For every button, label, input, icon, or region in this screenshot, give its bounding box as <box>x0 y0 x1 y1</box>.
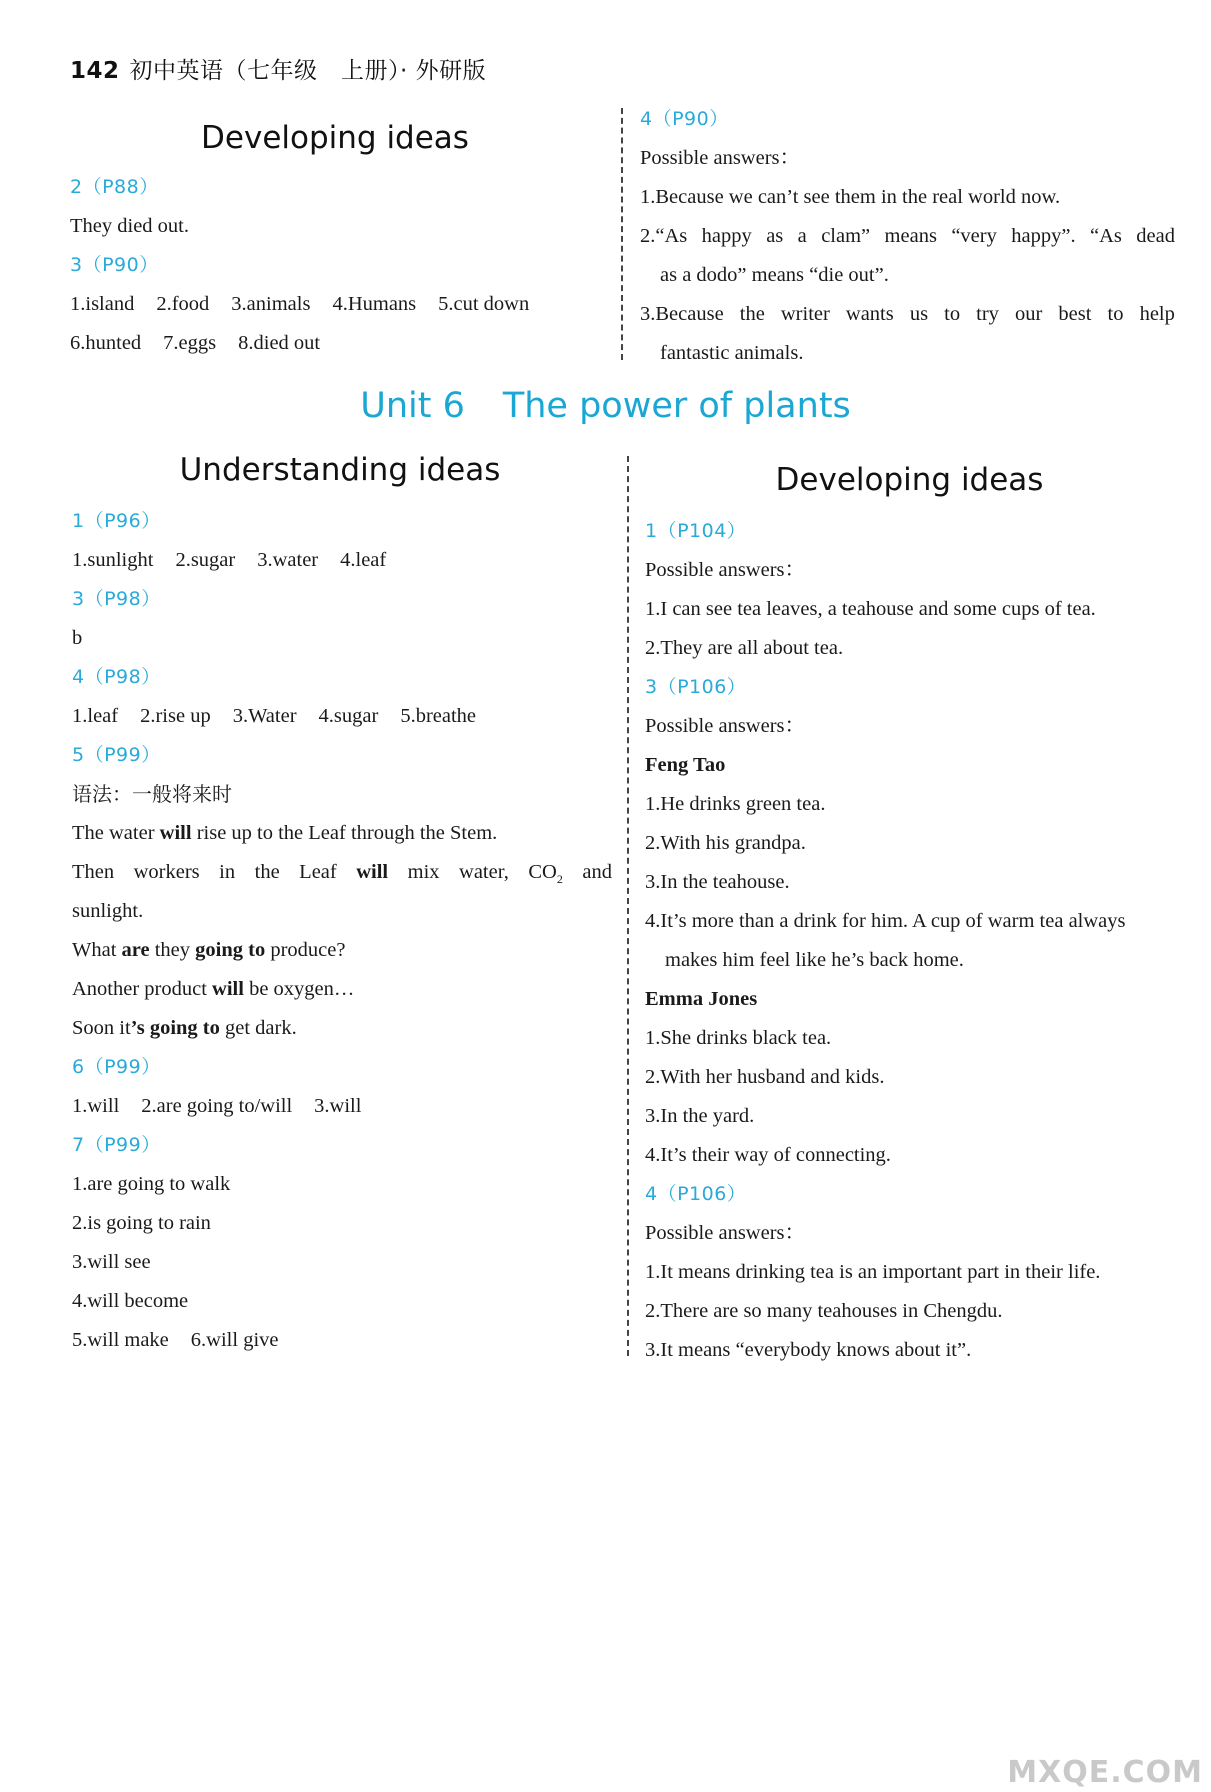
answer-line: 1.I can see tea leaves, a teahouse and some cups of tea. <box>645 598 1096 620</box>
answer-line: 5.will make 6.will give <box>72 1329 279 1351</box>
answer-line: 2.With her husband and kids. <box>645 1066 885 1088</box>
question-number: 1（P96） <box>72 510 161 532</box>
answer-line: 1.sunlight 2.sugar 3.water 4.leaf <box>72 549 387 571</box>
answer-line: 3.In the teahouse. <box>645 871 790 893</box>
section-title-developing-ideas: Developing ideas <box>775 462 1044 498</box>
answers-intro: Possible answers： <box>645 559 806 581</box>
right-answers <box>645 512 1180 1370</box>
section-title-understanding-ideas: Understanding ideas <box>179 452 501 488</box>
answer-line: The water will rise up to the Leaf through the Stem. <box>72 822 498 844</box>
watermark: MXQE.COM <box>1007 1755 1203 1790</box>
answer-line: 1.leaf 2.rise up 3.Water 4.sugar 5.breathe <box>72 705 477 727</box>
answer-line: makes him feel like he’s back home. <box>665 949 964 971</box>
answer-line: 1.island 2.food 3.animals 4.Humans 5.cut down <box>70 293 530 315</box>
answer-line: They died out. <box>70 215 189 237</box>
question-number: 3（P106） <box>645 676 747 698</box>
page-number: 142 <box>70 58 120 84</box>
answer-line: Then workers in the Leaf will mix water, $CO_2$ and <box>72 861 612 887</box>
answer-line: 2.With his grandpa. <box>645 832 806 854</box>
question-number: 2（P88） <box>70 176 159 198</box>
question-number: 4（P106） <box>645 1183 747 1205</box>
answers-intro: Possible answers： <box>645 715 806 737</box>
answer-line: 3.In the yard. <box>645 1105 755 1127</box>
question-number: 3（P98） <box>72 588 161 610</box>
answer-line: 3.will see <box>72 1251 151 1273</box>
column-divider <box>627 456 629 1356</box>
answer-line: b <box>72 627 83 649</box>
question-number: 4（P98） <box>72 666 161 688</box>
answer-line: 2.“As happy as a clam” means “very happy”. “As dead <box>640 225 1175 247</box>
question-number: 7（P99） <box>72 1134 161 1156</box>
answers-intro: Possible answers： <box>640 147 801 169</box>
answer-line: 4.It’s more than a drink for him. A cup of warm tea always <box>645 910 1126 932</box>
answer-line: 1.He drinks green tea. <box>645 793 826 815</box>
question-number: 6（P99） <box>72 1056 161 1078</box>
unit-title <box>0 386 1211 426</box>
answer-line: Another product will be oxygen… <box>72 978 355 1000</box>
answer-line: as a dodo” means “die out”. <box>660 264 889 286</box>
answer-line: Soon it’s going to get dark. <box>72 1017 297 1039</box>
answers-intro: Possible answers： <box>645 1222 806 1244</box>
question-number: 1（P104） <box>645 520 747 542</box>
person-name: Emma Jones <box>645 988 758 1010</box>
answer-line: 2.They are all about tea. <box>645 637 844 659</box>
answer-line: 1.Because we can’t see them in the real world now. <box>640 186 1061 208</box>
person-name: Feng Tao <box>645 754 726 776</box>
answer-line: 3.Because the writer wants us to try our best to help <box>640 303 1175 325</box>
top-right-answers <box>640 100 1175 373</box>
answer-line: 1.She drinks black tea. <box>645 1027 832 1049</box>
top-left-answers <box>70 168 600 363</box>
answer-line: fantastic animals. <box>660 342 804 364</box>
question-number: 4（P90） <box>640 108 729 130</box>
section-title-developing-ideas-top: Developing ideas <box>201 120 469 156</box>
answer-line: 2.is going to rain <box>72 1212 211 1234</box>
answer-line: 4.will become <box>72 1290 189 1312</box>
answer-line: 4.It’s their way of connecting. <box>645 1144 891 1166</box>
answer-line: 6.hunted 7.eggs 8.died out <box>70 332 321 354</box>
column-divider <box>621 108 623 360</box>
unit-name: The power of plants <box>502 386 851 426</box>
answer-line: 3.It means “everybody knows about it”. <box>645 1339 972 1361</box>
answer-line: 2.There are so many teahouses in Chengdu. <box>645 1300 1003 1322</box>
answer-line: What are they going to produce? <box>72 939 346 961</box>
grammar-label: 语法：一般将来时 <box>72 782 232 806</box>
book-title: 初中英语（七年级 上册）· 外研版 <box>129 58 487 84</box>
question-number: 3（P90） <box>70 254 159 276</box>
page-header <box>70 52 486 85</box>
unit-number: Unit 6 <box>360 386 465 426</box>
answer-line: sunlight. <box>72 900 144 922</box>
answer-line: 1.are going to walk <box>72 1173 231 1195</box>
answer-line: 1.will 2.are going to/will 3.will <box>72 1095 362 1117</box>
left-answers <box>72 502 612 1360</box>
answer-line: 1.It means drinking tea is an important part in their life. <box>645 1261 1101 1283</box>
question-number: 5（P99） <box>72 744 161 766</box>
